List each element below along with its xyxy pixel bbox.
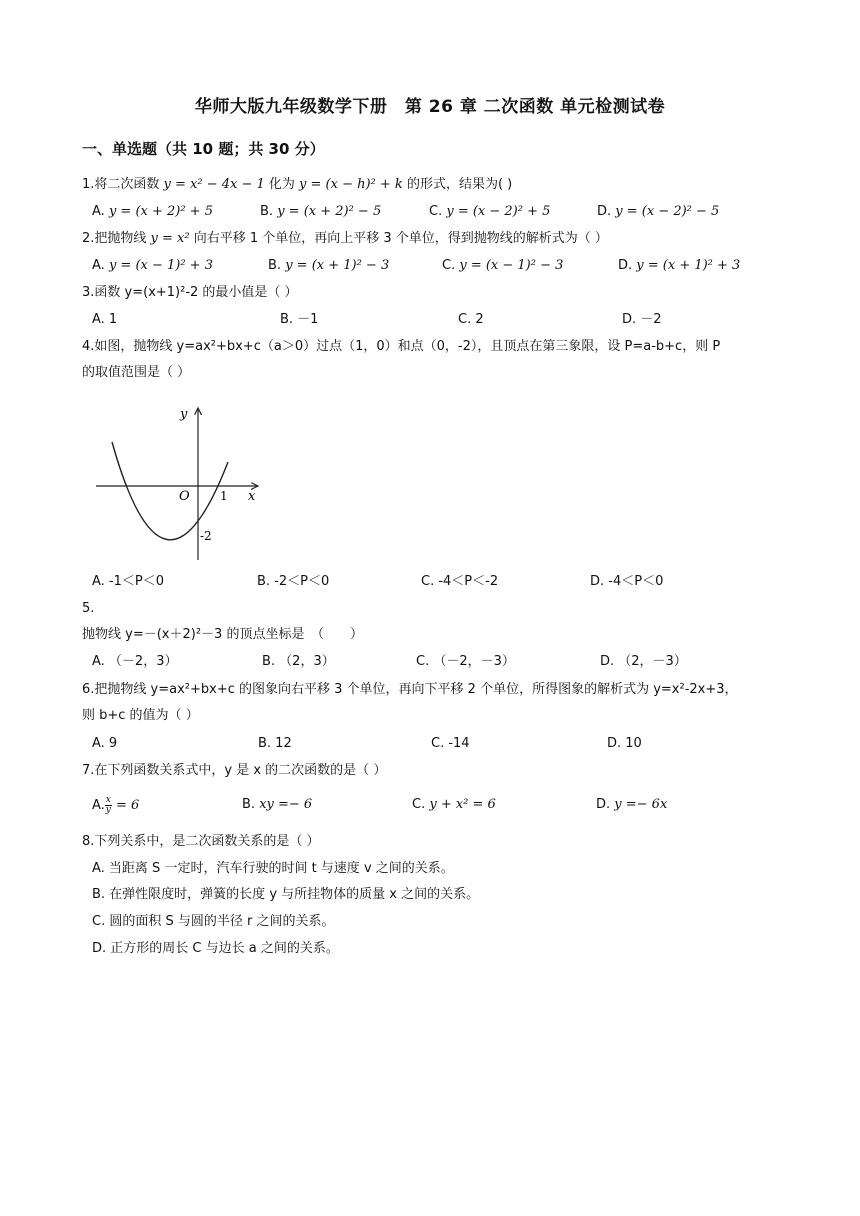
q2-prefix: 2.把抛物线 [82, 231, 151, 246]
page-title: 华师大版九年级数学下册 第 26 章 二次函数 单元检测试卷 [194, 97, 666, 117]
question-4-line-2: 的取值范围是（ ） [82, 365, 191, 380]
q7-option-d[interactable]: D. y =− 6x [596, 797, 668, 812]
parabola-curve [112, 442, 228, 540]
q6-option-d[interactable]: D. 10 [607, 736, 642, 751]
q8-option-b[interactable]: B. 在弹性限度时，弹簧的长度 y 与所挂物体的质量 x 之间的关系。 [92, 887, 480, 902]
q1-target-form: y = (x − h)² + k [299, 177, 403, 192]
q8-option-c[interactable]: C. 圆的面积 S 与圆的半径 r 之间的关系。 [92, 914, 335, 929]
q7-option-c[interactable]: C. y + x² = 6 [412, 797, 496, 812]
q1-options [92, 203, 792, 221]
q2-option-a[interactable]: A. y = (x − 1)² + 3 [92, 258, 213, 273]
parabola-graph [92, 402, 262, 562]
q3-option-b[interactable]: B. －1 [280, 312, 319, 327]
q3-options [92, 311, 792, 329]
q7-option-a[interactable]: A. $\frac{x}{y}$ = 6 [92, 795, 140, 815]
q8-option-d[interactable]: D. 正方形的周长 C 与边长 a 之间的关系。 [92, 941, 339, 956]
q3-option-d[interactable]: D. －2 [622, 312, 662, 327]
q1-expression: y = x² − 4x − 1 [163, 177, 265, 192]
q5-option-a[interactable]: A. （－2，3） [92, 654, 178, 669]
q4-option-d[interactable]: D. -4＜P＜0 [590, 574, 664, 589]
y-axis-label: y [180, 407, 188, 422]
q1-prefix: 1.将二次函数 [82, 177, 164, 192]
q1-option-d[interactable]: D. y = (x − 2)² − 5 [597, 204, 720, 219]
q7-options [92, 796, 792, 818]
q4-options [92, 573, 792, 591]
question-5-number: 5. [82, 601, 95, 616]
q6-options [92, 735, 792, 753]
q1-mid: 化为 [264, 177, 300, 192]
q5-options [92, 653, 792, 671]
q1-option-a[interactable]: A. y = (x + 2)² + 5 [92, 204, 213, 219]
q6-option-c[interactable]: C. -14 [431, 736, 470, 751]
q6-option-a[interactable]: A. 9 [92, 736, 118, 751]
q2-option-c[interactable]: C. y = (x − 1)² − 3 [442, 258, 564, 273]
question-6-line-2: 则 b+c 的值为（ ） [82, 708, 199, 723]
question-5: 抛物线 y=－(x＋2)²－3 的顶点坐标是 （ ） [82, 627, 363, 642]
q2-options [92, 257, 792, 275]
question-4-line-1: 4.如图，抛物线 y=ax²+bx+c（a＞0）过点（1，0）和点（0，-2），且顶点在第三象限，设 P=a-b+c，则 P [82, 339, 721, 354]
q4-option-c[interactable]: C. -4＜P＜-2 [421, 574, 499, 589]
q7-fraction: $\frac{x}{y}$ [105, 795, 111, 815]
q5-option-c[interactable]: C. （－2，－3） [416, 654, 515, 669]
q2-option-d[interactable]: D. y = (x + 1)² + 3 [618, 258, 741, 273]
q2-option-b[interactable]: B. y = (x + 1)² − 3 [268, 258, 390, 273]
question-3: 3.函数 y=(x+1)²-2 的最小值是（ ） [82, 285, 298, 300]
q1-option-c[interactable]: C. y = (x − 2)² + 5 [429, 204, 551, 219]
x-intercept-label: 1 [220, 489, 228, 503]
q2-expression: y = x² [150, 231, 190, 246]
question-6-line-1: 6.把抛物线 y=ax²+bx+c 的图象向右平移 3 个单位，再向下平移 2 个单位，所得图象的解析式为 y=x²-2x+3， [82, 682, 738, 697]
q8-option-a[interactable]: A. 当距离 S 一定时，汽车行驶的时间 t 与速度 v 之间的关系。 [92, 861, 454, 876]
q6-option-b[interactable]: B. 12 [258, 736, 292, 751]
origin-label: O [179, 489, 190, 504]
q3-option-a[interactable]: A. 1 [92, 312, 118, 327]
question-8: 8.下列关系中，是二次函数关系的是（ ） [82, 834, 320, 849]
q4-option-b[interactable]: B. -2＜P＜0 [257, 574, 330, 589]
q1-option-b[interactable]: B. y = (x + 2)² − 5 [260, 204, 382, 219]
question-7: 7.在下列函数关系式中，y 是 x 的二次函数的是（ ） [82, 763, 387, 778]
x-axis-label: x [248, 489, 256, 504]
q3-option-c[interactable]: C. 2 [458, 312, 484, 327]
question-2 [82, 230, 608, 248]
q5-option-b[interactable]: B. （2，3） [262, 654, 335, 669]
y-intercept-label: -2 [200, 529, 212, 543]
question-1 [82, 176, 512, 194]
q7-option-b[interactable]: B. xy =− 6 [242, 797, 313, 812]
q5-option-d[interactable]: D. （2，－3） [600, 654, 687, 669]
q2-suffix: 向右平移 1 个单位，再向上平移 3 个单位，得到抛物线的解析式为（ ） [189, 231, 608, 246]
q1-suffix: 的形式，结果为( ) [402, 177, 513, 192]
q4-option-a[interactable]: A. -1＜P＜0 [92, 574, 165, 589]
section-heading: 一、单选题（共 10 题；共 30 分） [82, 140, 325, 158]
